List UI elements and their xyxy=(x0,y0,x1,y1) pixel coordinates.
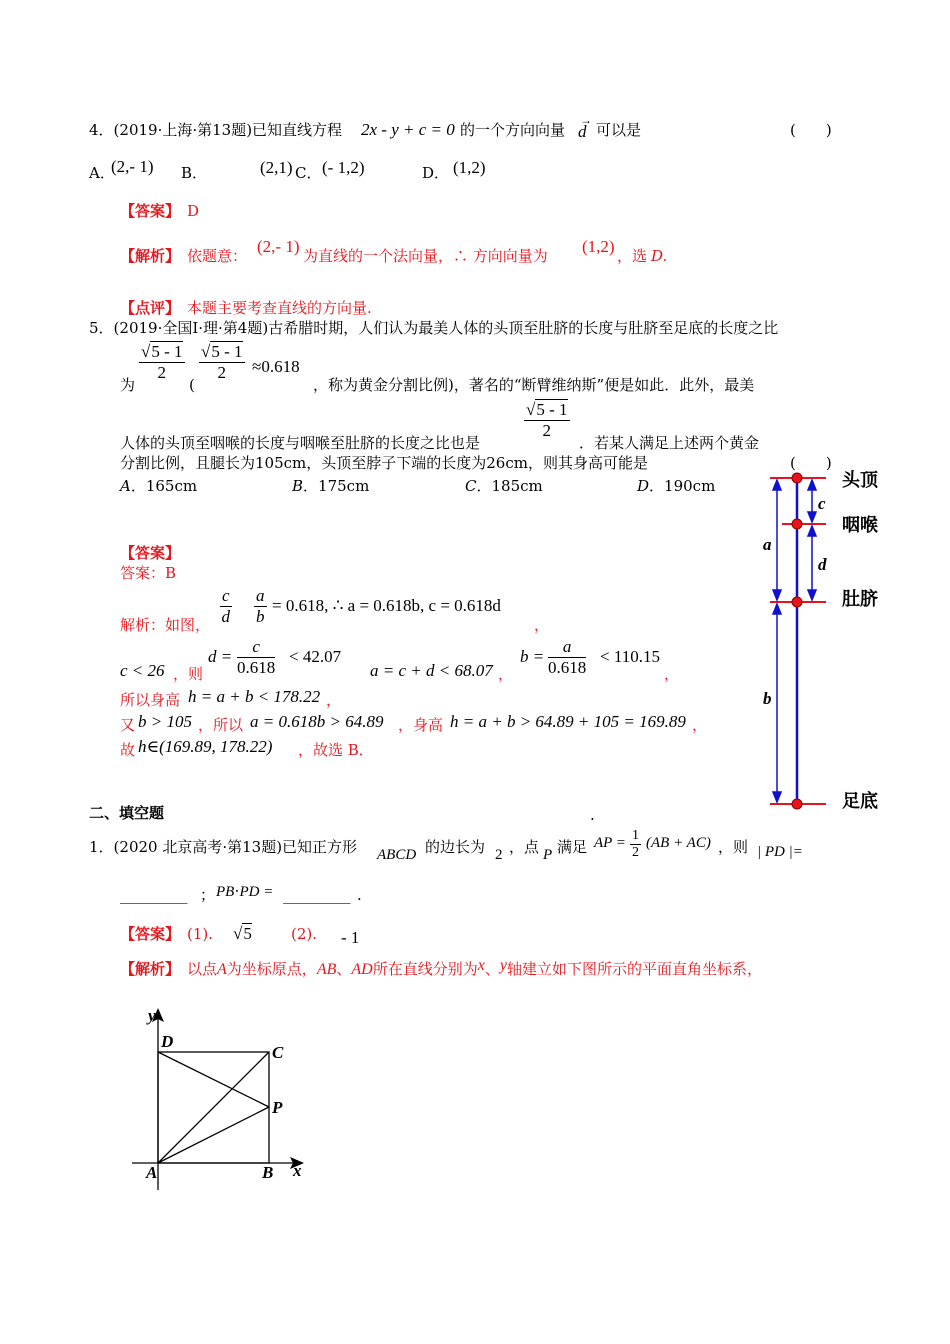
q4-answer-tag: 【答案】 xyxy=(120,202,181,220)
q5-h-eq1-comma: ， xyxy=(326,691,342,709)
s2-ans2-label: (2). xyxy=(291,925,318,943)
q5-stem-line3: 人体的头顶至咽喉的长度与咽喉至肚脐的长度之比也是 xyxy=(120,434,481,452)
q5-golden-fraction-1: $\frac{√5 - 1}{2}$ xyxy=(141,342,183,382)
fig-label-x: x xyxy=(293,1161,302,1180)
diagonal-ac xyxy=(158,1052,269,1163)
s2-q1-mid: 的边长为 xyxy=(425,838,486,856)
s2-q1-dot: PB⋅PD = xyxy=(216,884,274,900)
q5-eq1: = 0.618, ∴ a = 0.618b, c = 0.618d xyxy=(272,596,501,615)
s2-q1-pd: | PD |= xyxy=(757,844,803,860)
q5-a-gt: a = 0.618b > 64.89 xyxy=(250,712,384,731)
label-head: 头顶 xyxy=(842,470,878,491)
q4-stem-suffix: 可以是 xyxy=(596,121,642,139)
label-foot: 足底 xyxy=(842,791,878,812)
label-c: c xyxy=(818,494,826,513)
q5-eq1-comma: ， xyxy=(534,616,550,634)
q5-guxuan: ，故选 B． xyxy=(298,741,374,759)
s2-q1-P: P xyxy=(543,847,553,863)
stray-dot: . xyxy=(590,806,595,824)
q4-option-a-value: (2,- 1) xyxy=(111,157,154,176)
q5-option-a: A．165cm xyxy=(120,477,198,495)
s2-q1-then: ，则 xyxy=(718,838,749,856)
q5-b-eq: b = xyxy=(520,647,545,666)
s2-q1-blank1: _________ xyxy=(120,886,188,904)
s2-q1-end: . xyxy=(357,886,362,904)
label-navel: 肚脐 xyxy=(842,589,878,610)
s2-q1-ap: AP = xyxy=(594,835,626,851)
q5-wei: 为 xyxy=(120,376,136,394)
q5-golden-fraction-3: $\frac{√5 - 1}{2}$ xyxy=(526,400,568,440)
q5-golden-fraction-2: $\frac{√5 - 1}{2}$ xyxy=(201,342,243,382)
q5-option-c: C．185cm xyxy=(465,477,543,495)
label-d: d xyxy=(818,555,827,574)
q5-b-gt: b > 105 xyxy=(138,712,192,731)
s2-q1-point: ，点 xyxy=(509,838,540,856)
fig-label-B: B xyxy=(262,1163,274,1182)
q5-stem-line1: 5．(2019·全国Ⅰ·理·第4题)古希腊时期，人们认为最美人体的头顶至肚脐的长度与肚脐至足底的长度之比 xyxy=(89,319,779,337)
q5-c-lt: c < 26 xyxy=(120,661,165,680)
s2-q1-vec: (AB + AC) xyxy=(646,835,711,851)
s2-answer-tag: 【答案】 xyxy=(120,925,181,943)
q5-a-eq: a = c + d < 68.07 xyxy=(370,661,493,680)
q4-analysis-3: ，选 xyxy=(617,247,648,265)
s2-q1-half: $\frac{1}{2}$ xyxy=(632,828,639,861)
s2-analysis: 以点A为坐标原点，AB、AD所在直线分别为x、y轴建立如下图所示的平面直角坐标系， xyxy=(187,957,762,978)
q5-h-eq2-comma: ， xyxy=(692,716,708,734)
q4-stem: 4．(2019·上海·第13题)已知直线方程 xyxy=(89,121,343,139)
q5-stem-line2: ，称为黄金分割比例)，著名的“断臂维纳斯”便是如此．此外，最美 xyxy=(313,376,755,394)
s2-q1-satisfy: 满足 xyxy=(557,838,588,856)
q4-option-b-value: (2,1) xyxy=(260,158,293,177)
q5-d-frac: $\frac{c}{0.618}$ xyxy=(237,637,276,677)
q5-suoyi: 所以身高 xyxy=(120,691,181,709)
s2-ans2: - 1 xyxy=(341,928,360,947)
q4-equation: 2x - y + c = 0 xyxy=(361,120,455,139)
q4-answer: D xyxy=(187,202,200,220)
q4-comment-tag: 【点评】 xyxy=(120,299,181,317)
q5-b-lt: < 110.15 xyxy=(600,647,660,666)
q5-h-in: h∈(169.89, 178.22) xyxy=(138,737,273,756)
q5-d-lt: < 42.07 xyxy=(289,647,342,666)
q4-stem-mid: 的一个方向向量 xyxy=(460,121,566,139)
q5-paren: ( ) xyxy=(790,454,832,472)
s2-q1-blank2: _________ xyxy=(283,886,351,904)
q4-analysis-vec1: (2,- 1) xyxy=(257,237,300,256)
q5-answer-tag: 【答案】 xyxy=(120,544,181,562)
q4-vector-d: → d xyxy=(578,113,592,141)
s2-ans1-label: (1). xyxy=(187,925,214,943)
s2-q1-sep: ； xyxy=(200,886,216,904)
q5-eq1-frac-ab: $\frac{a}{b}$ xyxy=(256,586,265,626)
q5-approx: ≈0.618 xyxy=(252,357,300,376)
q5-answer-line: 答案：B xyxy=(120,564,177,582)
q5-stem-line4: 分割比例，且腿长为105cm，头顶至脖子下端的长度为26cm，则其身高可能是 xyxy=(120,454,648,472)
q5-eq1-frac-cd: $\frac{c}{d}$ xyxy=(221,586,231,626)
q4-analysis-2: 为直线的一个法向量，∴ 方向向量为 xyxy=(303,247,548,265)
s2-q1-two: 2 xyxy=(495,847,503,863)
q5-d-eq: d = xyxy=(208,647,233,666)
s2-analysis-tag: 【解析】 xyxy=(120,960,181,978)
q5-ze: ，则 xyxy=(173,665,204,683)
q5-you: 又 xyxy=(120,716,136,734)
fig-label-y: y xyxy=(148,1006,156,1025)
s2-ans1: √5 xyxy=(233,924,252,943)
section-title: 二、填空题 xyxy=(89,804,165,822)
q5-option-b: B．175cm xyxy=(292,477,370,495)
q4-option-b-label: B． xyxy=(181,164,208,182)
fig-label-D: D xyxy=(161,1032,174,1051)
q4-analysis-vec2: (1,2) xyxy=(582,237,615,256)
q5-b-comma: ， xyxy=(664,665,680,683)
fig-label-P: P xyxy=(272,1098,283,1117)
q5-paren-open: ( xyxy=(189,376,195,394)
fig-label-C: C xyxy=(272,1043,284,1062)
segment-dp xyxy=(158,1052,269,1107)
q5-h-eq2: h = a + b > 64.89 + 105 = 169.89 xyxy=(450,712,686,731)
q4-option-c-value: (- 1,2) xyxy=(322,158,365,177)
q5-stem-line3-rest: ．若某人满足上述两个黄金 xyxy=(579,434,760,452)
q4-analysis-1: 依题意： xyxy=(187,247,248,265)
q4-option-a-label: A． xyxy=(89,164,115,182)
q4-analysis-tag: 【解析】 xyxy=(120,247,181,265)
q5-shengao: ，身高 xyxy=(398,716,444,734)
label-a: a xyxy=(763,535,772,554)
q4-comment: 本题主要考查直线的方向量. xyxy=(187,299,372,317)
q5-b-frac: $\frac{a}{0.618}$ xyxy=(548,637,587,677)
s2-q1-abcd: ABCD xyxy=(377,847,417,863)
q5-h-eq1: h = a + b < 178.22 xyxy=(188,687,321,706)
q5-a-comma: ， xyxy=(498,665,514,683)
s2-q1-prefix: 1．(2020 北京高考·第13题)已知正方形 xyxy=(89,838,358,856)
q5-gu: 故 xyxy=(120,741,136,759)
segment-ap xyxy=(158,1107,269,1163)
fig-label-A: A xyxy=(146,1163,158,1182)
q4-paren: ( ) xyxy=(790,121,832,139)
q5-option-d: D．190cm xyxy=(637,477,716,495)
q4-analysis-choice: D. xyxy=(651,247,668,265)
label-b: b xyxy=(763,689,772,708)
label-throat: 咽喉 xyxy=(842,515,878,536)
q4-option-c-label: C． xyxy=(295,164,322,182)
q5-analysis-label: 解析：如图， xyxy=(120,616,211,634)
q4-option-d-label: D． xyxy=(422,164,450,182)
q4-option-d-value: (1,2) xyxy=(453,158,486,177)
q5-suoyi2: ，所以 xyxy=(198,716,244,734)
